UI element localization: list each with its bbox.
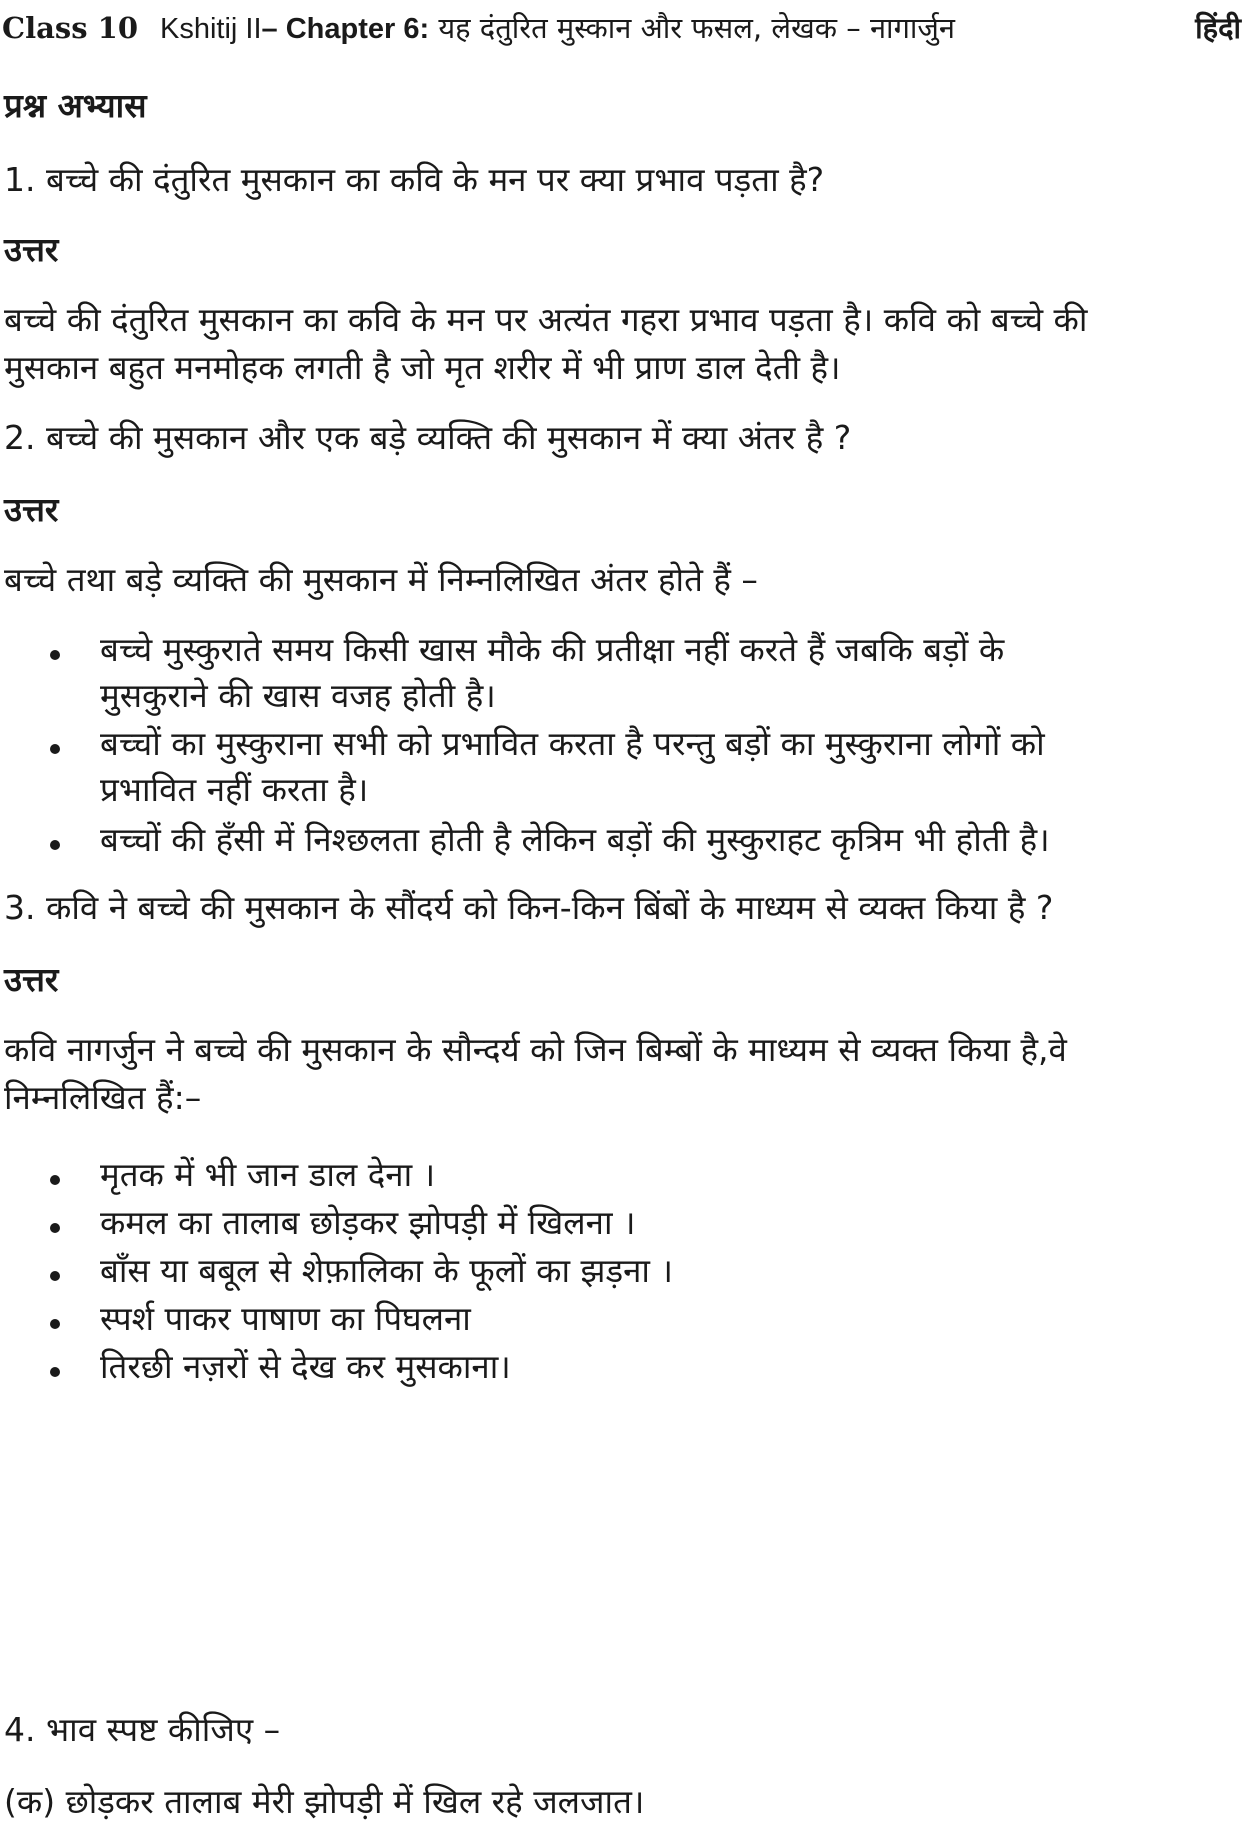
- q3-bullet-5: तिरछी नज़रों से देख कर मुसकाना।: [100, 1347, 511, 1386]
- answer-1-line-2: मुसकान बहुत मनमोहक लगती है जो मृत शरीर में भी प्राण डाल देती है।: [4, 348, 841, 387]
- answer-1-line-1: बच्चे की दंतुरित मुसकान का कवि के मन पर अत्यंत गहरा प्रभाव पड़ता है। कवि को बच्चे की: [4, 300, 1088, 339]
- bullet-dot: [50, 1223, 60, 1233]
- bullet-dot: [50, 840, 60, 850]
- q3-bullet-2: कमल का तालाब छोड़कर झोपड़ी में खिलना ।: [100, 1203, 636, 1242]
- q2-bullet-1-line-2: मुसकुराने की खास वजह होती है।: [100, 676, 496, 715]
- chapter-title: [160, 8, 955, 49]
- answer-3-intro-line-1: कवि नागर्जुन ने बच्चे की मुसकान के सौन्दर्य को जिन बिम्बों के माध्यम से व्यक्त किया है,वे: [4, 1030, 1067, 1069]
- bullet-dot: [50, 1367, 60, 1377]
- chapter-text: यह दंतुरित मुस्कान और फसल, लेखक – नागार्जुन: [438, 11, 956, 45]
- book-name: Kshitij II: [160, 13, 262, 45]
- bullet-dot: [50, 1319, 60, 1329]
- bullet-dot: [50, 650, 60, 660]
- answer-2-intro: बच्चे तथा बड़े व्यक्ति की मुसकान में निम्नलिखित अंतर होते हैं –: [4, 560, 758, 599]
- q2-bullet-1-line-1: बच्चे मुस्कुराते समय किसी खास मौके की प्रतीक्षा नहीं करते हैं जबकि बड़ों के: [100, 630, 1005, 669]
- question-3: 3. कवि ने बच्चे की मुसकान के सौंदर्य को किन-किन बिंबों के माध्यम से व्यक्त किया है ?: [4, 888, 1054, 927]
- page-header: [0, 8, 1245, 48]
- chapter-label: – Chapter 6:: [261, 13, 430, 45]
- bullet-dot: [50, 1175, 60, 1185]
- answer-label-3: उत्तर: [4, 960, 59, 999]
- question-4: 4. भाव स्पष्ट कीजिए –: [4, 1710, 281, 1749]
- answer-label-1: उत्तर: [4, 230, 59, 269]
- q2-bullet-2-line-2: प्रभावित नहीं करता है।: [100, 770, 369, 809]
- answer-3-intro-line-2: निम्नलिखित हैं:–: [4, 1078, 202, 1117]
- question-4-sub-item: (क) छोड़कर तालाब मेरी झोपड़ी में खिल रहे जलजात।: [4, 1782, 645, 1821]
- question-2: 2. बच्चे की मुसकान और एक बड़े व्यक्ति की मुसकान में क्या अंतर है ?: [4, 418, 852, 457]
- bullet-dot: [50, 1271, 60, 1281]
- q2-bullet-2-line-1: बच्चों का मुस्कुराना सभी को प्रभावित करता है परन्तु बड़ों का मुस्कुराना लोगों को: [100, 724, 1045, 763]
- q3-bullet-1: मृतक में भी जान डाल देना ।: [100, 1155, 436, 1194]
- question-1: 1. बच्चे की दंतुरित मुसकान का कवि के मन पर क्या प्रभाव पड़ता है?: [4, 160, 825, 199]
- q3-bullet-4: स्पर्श पाकर पाषाण का पिघलना: [100, 1299, 471, 1338]
- subject-label: हिंदी: [1195, 11, 1241, 45]
- answer-label-2: उत्तर: [4, 490, 59, 529]
- q3-bullet-3: बाँस या बबूल से शेफ़ालिका के फूलों का झड़ना ।: [100, 1251, 673, 1290]
- q2-bullet-3: बच्चों की हँसी में निश्छलता होती है लेकिन बड़ों की मुस्कुराहट कृत्रिम भी होती है।: [100, 820, 1050, 859]
- bullet-dot: [50, 744, 60, 754]
- section-title: प्रश्न अभ्यास: [4, 86, 147, 125]
- class-label: Class 10: [2, 11, 138, 45]
